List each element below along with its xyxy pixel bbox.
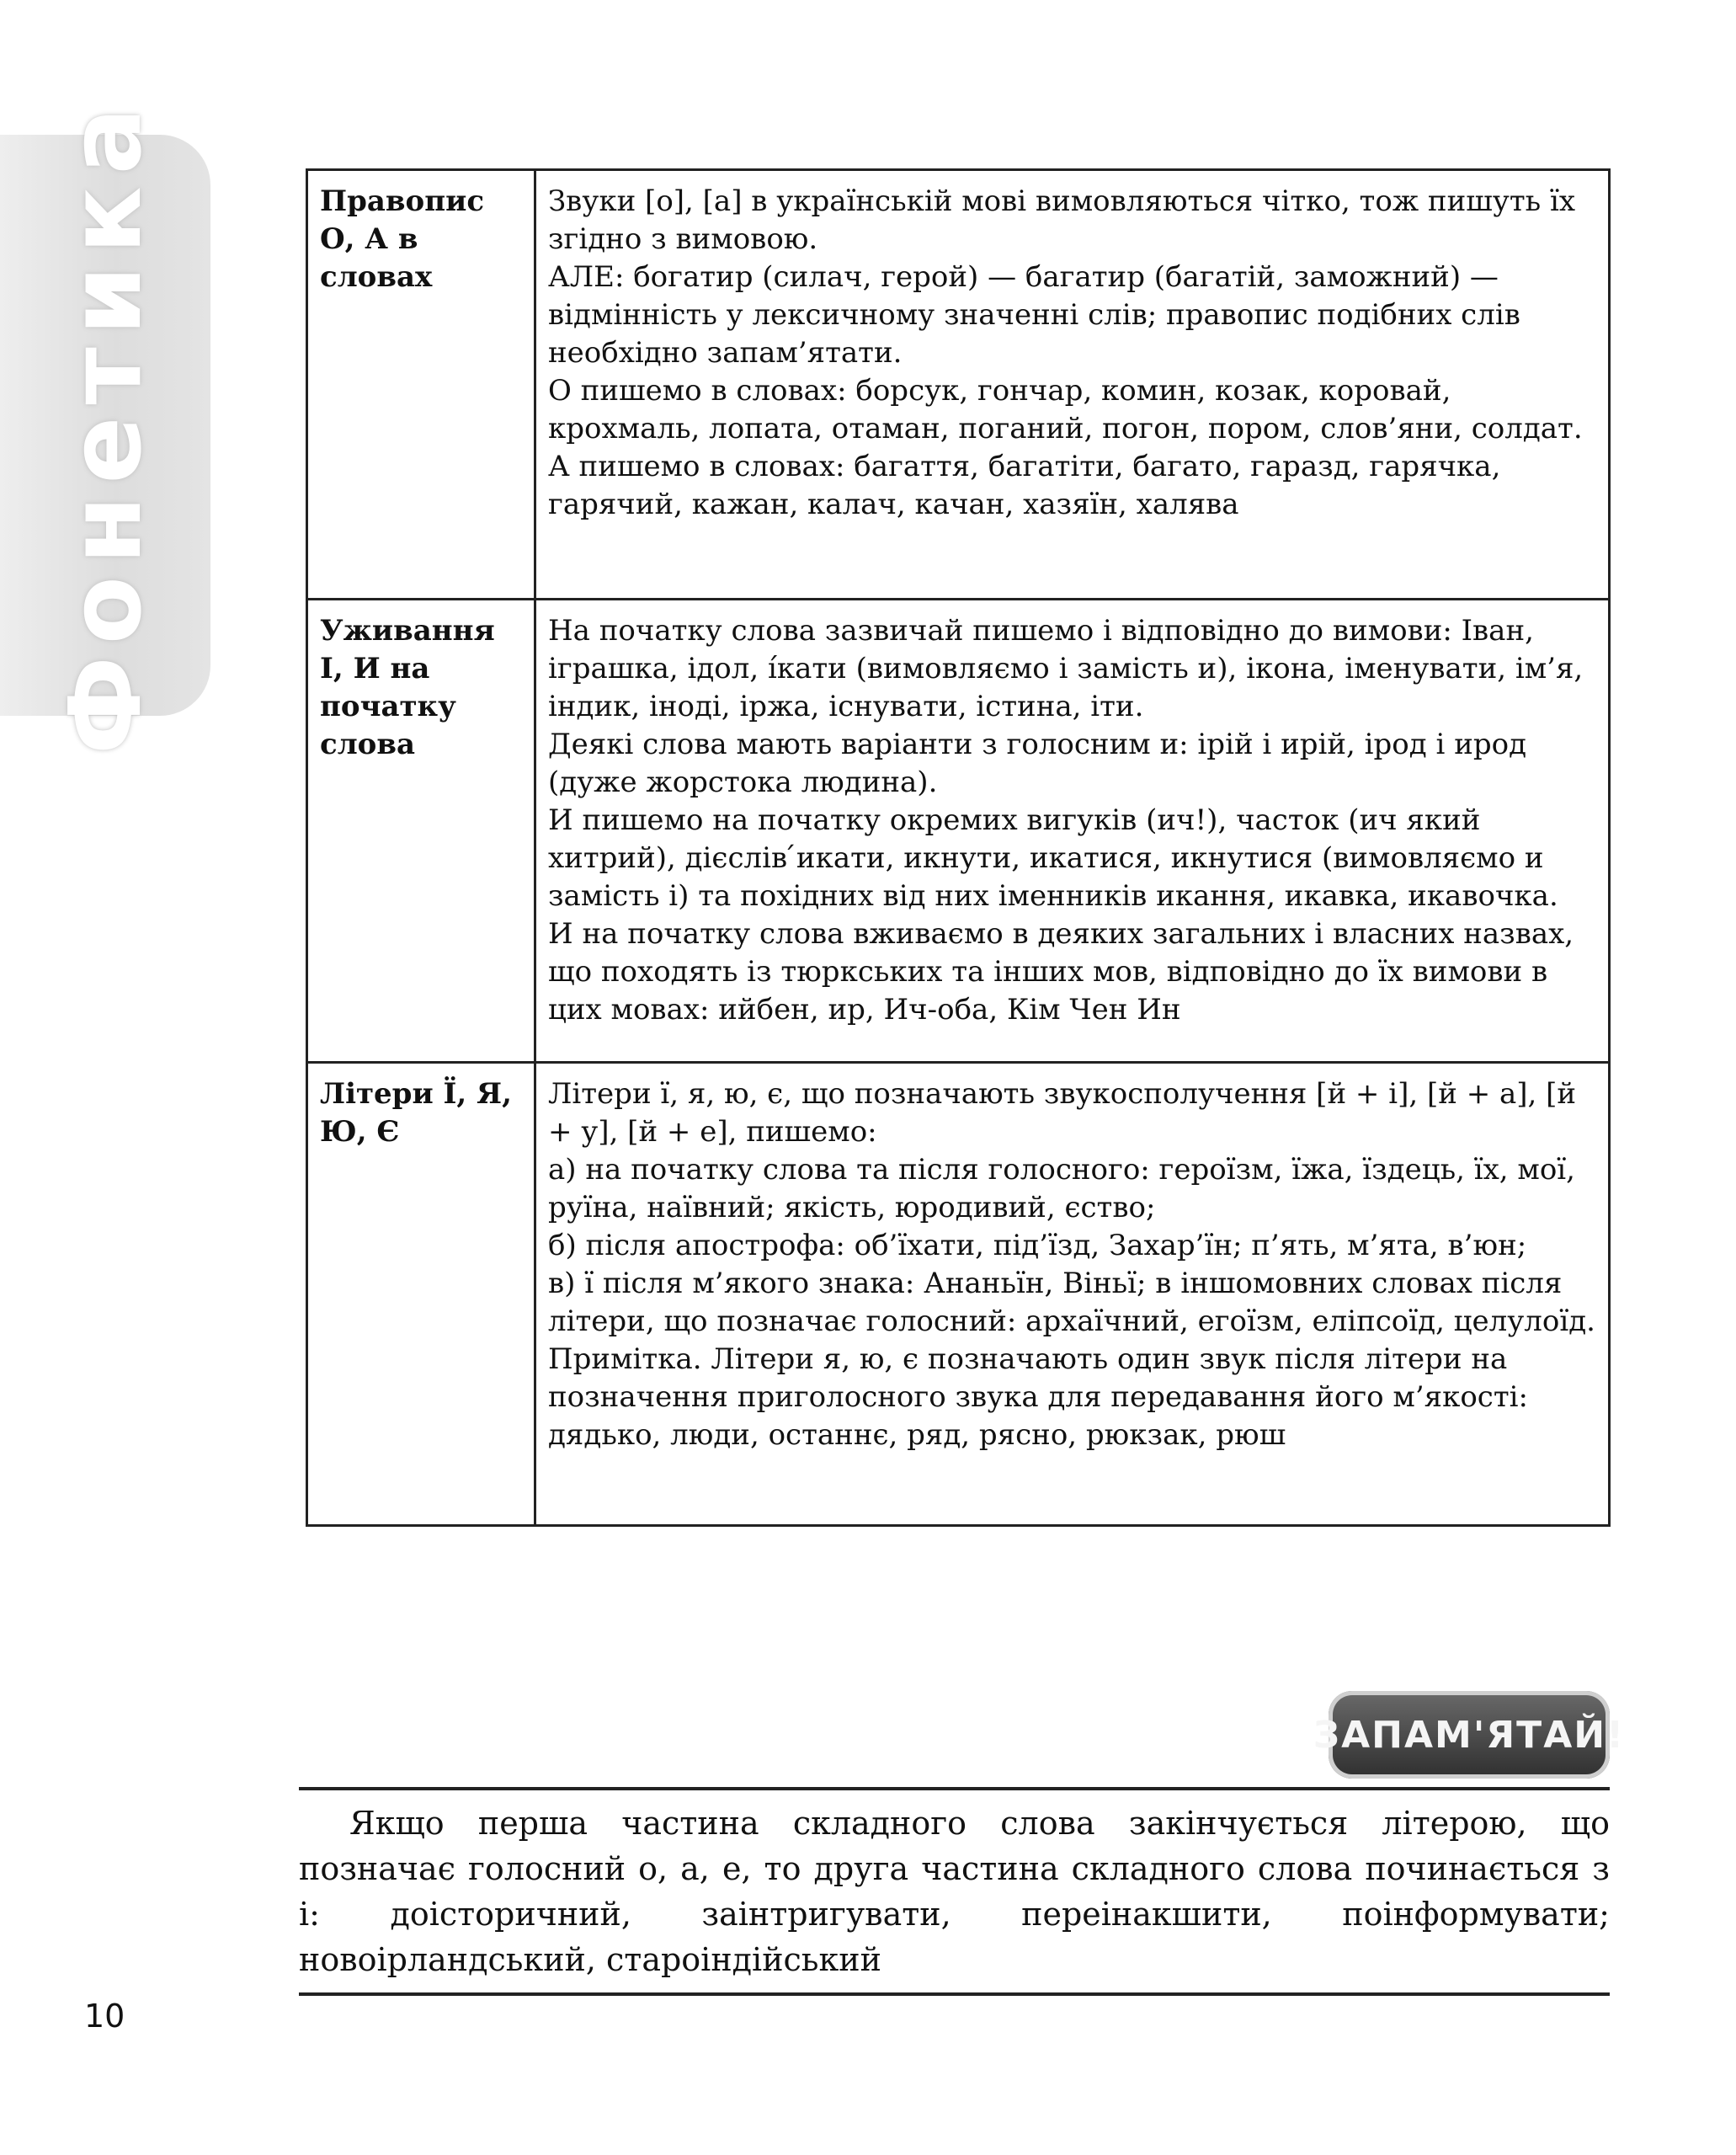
page-number: 10 <box>84 1998 125 2035</box>
section-side-tab-label: Фонетика <box>47 95 163 755</box>
divider <box>299 1787 1610 1790</box>
table-row <box>307 170 1610 600</box>
table-row-content <box>535 600 1610 1063</box>
table-row-content <box>535 170 1610 600</box>
rule-paragraph: АЛЕ: богатир (силач, герой) — багатир (багатій, заможний) — відмінність у лексичному значенні слів; правопис подібних слів необхідно запам’ятати. <box>548 260 1520 370</box>
table-row-topic: Уживання І, И на початку слова <box>307 600 535 1063</box>
remember-badge <box>1313 1691 1626 1779</box>
table-row-content <box>535 1063 1610 1526</box>
rule-paragraph: На початку слова зазвичай пишемо і відповідно до вимови: Іван, іграшка, ідол, íкати (вимовляємо і замість и), ікона, іменувати, ім’я, індик, іноді, іржа, існувати, істина, іти. <box>548 614 1584 723</box>
rule-paragraph: Примітка. Літери я, ю, є позначають один звук після літери на позначення приголосного звука для передавання його м’якості: дядько, люди, останнє, ряд, рясно, рюкзак, рюш <box>548 1342 1528 1452</box>
table-row <box>307 600 1610 1063</box>
spelling-rules-table <box>306 168 1611 1527</box>
rule-paragraph: а) на початку слова та після голосного: героїзм, їжа, їздець, їх, мої, руїна, наївний; якість, юродивий, єство; <box>548 1153 1575 1224</box>
rule-paragraph: Деякі слова мають варіанти з голосним и: ірій і ирій, ірод і ирод (дуже жорстока людина). <box>548 728 1527 799</box>
divider <box>299 1992 1610 1996</box>
table-row <box>307 1063 1610 1526</box>
rule-paragraph: б) після апострофа: об’їхати, під’їзд, Захар’їн; п’ять, м’ята, в’юн; <box>548 1229 1527 1262</box>
rule-paragraph: И на початку слова вживаємо в деяких загальних і власних назвах, що походять із тюркських та інших мов, відповідно до їх вимови в цих мовах: ийбен, ир, Ич-оба, Кім Чен Ин <box>548 917 1574 1027</box>
table-row-topic: Літери Ї, Я, Ю, Є <box>307 1063 535 1526</box>
rule-paragraph: в) ї після м’якого знака: Ананьїн, Віньї; в іншомовних словах після літери, що позначає голосний: архаїчний, егоїзм, еліпсоїд, целулоїд. <box>548 1267 1595 1338</box>
rule-paragraph: О пишемо в словах: борсук, гончар, комин, козак, коровай, крохмаль, лопата, отаман, поганий, погон, пором, слов’яни, солдат. <box>548 374 1583 445</box>
remember-note: Якщо перша частина складного слова закінчується літерою, що позначає голосний о, а, е, то друга частина складного слова починається з і: доісторичний, заінтригувати, переінакшити, поінформувати; новоірландський, староіндійський <box>299 1805 1610 1978</box>
rule-paragraph: Звуки [о], [а] в українській мові вимовляються чітко, тож пишуть їх згідно з вимовою. <box>548 184 1576 256</box>
rule-paragraph: И пишемо на початку окремих вигуків (ич!), часток (ич який хитрий), дієслів ́икати, икнути, икатися, икнутися (вимовляємо и замість і) та похідних від них іменників икання, икавка, икавочка. <box>548 803 1558 913</box>
rule-paragraph: А пишемо в словах: багаття, багатіти, багато, гаразд, гарячка, гарячий, кажан, калач, качан, хазяїн, халява <box>548 450 1501 521</box>
remember-badge-label: ЗАПАМ'ЯТАЙ! <box>1313 1713 1626 1757</box>
table-row-topic: Правопис О, А в словах <box>307 170 535 600</box>
rule-paragraph: Літери ї, я, ю, є, що позначають звукосполучення [й + і], [й + а], [й + у], [й + е], пишемо: <box>548 1077 1577 1149</box>
